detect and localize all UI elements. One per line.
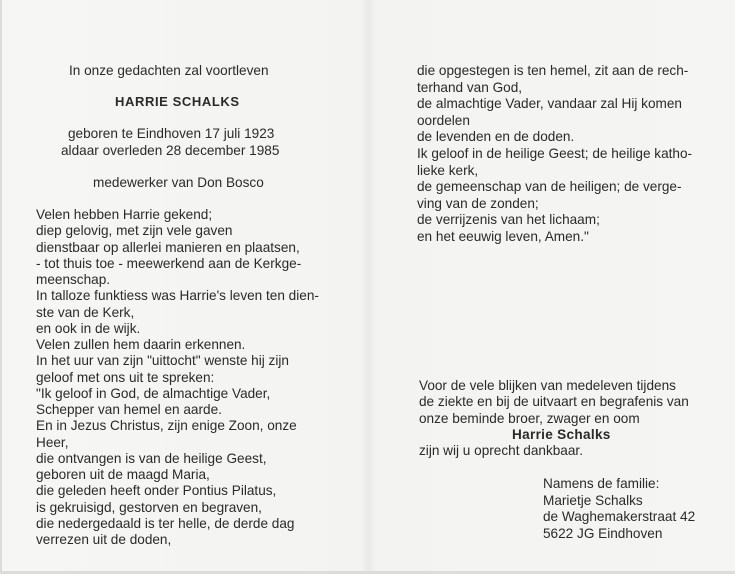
family-line: de Waghemakerstraat 42 bbox=[543, 509, 696, 524]
body-line: diep gelovig, met zijn vele gaven bbox=[36, 223, 233, 239]
body-line: In het uur van zijn "uittocht" wenste hij zijn bbox=[36, 353, 289, 369]
thanks-line: onze beminde broer, zwager en oom bbox=[419, 410, 640, 426]
family-line: Marietje Schalks bbox=[543, 492, 643, 508]
deceased-name-text: HARRIE SCHALKS bbox=[115, 94, 240, 109]
body-line: Heer, bbox=[36, 434, 69, 450]
body-line: dienstbaar op allerlei manieren en plaatsen, bbox=[36, 239, 300, 255]
body-line: is gekruisigd, gestorven en begraven, bbox=[36, 499, 262, 515]
creed-line: de almachtige Vader, vandaar zal Hij komen bbox=[417, 96, 682, 112]
creed-line: Ik geloof in de heilige Geest; de heilige katho- bbox=[417, 146, 693, 161]
death-line: aldaar overleden 28 december 1985 bbox=[61, 143, 280, 158]
body-line: die geleden heeft onder Pontius Pilatus, bbox=[36, 483, 277, 499]
thanks-name: Harrie Schalks bbox=[512, 427, 611, 442]
body-line: ste van de Kerk, bbox=[36, 304, 135, 320]
creed-line: terhand van God, bbox=[417, 79, 523, 95]
body-line: verrezen uit de doden, bbox=[36, 532, 172, 547]
creed-line: en het eeuwig leven, Amen." bbox=[417, 229, 589, 244]
creed-line: oordelen bbox=[417, 112, 470, 128]
body-line: Velen hebben Harrie gekend; bbox=[36, 207, 213, 222]
body-line: "Ik geloof in God, de almachtige Vader, bbox=[36, 385, 271, 401]
thanks-end: zijn wij u oprecht dankbaar. bbox=[419, 443, 583, 458]
family-line: Namens de familie: bbox=[543, 476, 660, 491]
body-line: geboren uit de maagd Maria, bbox=[36, 467, 210, 482]
body-line: die nedergedaald is ter helle, de derde dag bbox=[36, 515, 295, 531]
deceased-name bbox=[115, 94, 240, 110]
body-line: die ontvangen is van de heilige Geest, bbox=[36, 450, 267, 466]
creed-line: de gemeenschap van de heiligen; de verge- bbox=[417, 179, 682, 195]
body-line: - tot thuis toe - meewerkend aan de Kerkge- bbox=[36, 255, 302, 271]
body-line: In talloze funktiess was Harrie's leven ten dien- bbox=[36, 288, 319, 304]
creed-line: ving van de zonden; bbox=[417, 195, 539, 211]
role-line: medewerker van Don Bosco bbox=[93, 175, 264, 190]
thanks-line: Voor de vele blijken van medeleven tijdens bbox=[419, 378, 676, 393]
birth-line: geboren te Eindhoven 17 juli 1923 bbox=[68, 126, 275, 141]
family-line: 5622 JG Eindhoven bbox=[543, 525, 663, 541]
creed-line: de levenden en de doden. bbox=[417, 129, 575, 145]
body-line: en ook in de wijk. bbox=[36, 320, 141, 336]
thanks-line: de ziekte en bij de uitvaart en begrafenis van bbox=[419, 394, 689, 410]
body-line: meenschap. bbox=[36, 272, 111, 287]
creed-line: die opgestegen is ten hemel, zit aan de rech- bbox=[417, 63, 689, 78]
header-line: In onze gedachten zal voortleven bbox=[69, 63, 269, 78]
body-line: geloof met ons uit te spreken: bbox=[36, 369, 215, 385]
creed-line: de verrijzenis van het lichaam; bbox=[417, 212, 600, 228]
body-line: Schepper van hemel en aarde. bbox=[36, 402, 222, 417]
body-line: En in Jezus Christus, zijn enige Zoon, onze bbox=[36, 418, 297, 434]
body-line: Velen zullen hem daarin erkennen. bbox=[36, 337, 246, 352]
creed-line: lieke kerk, bbox=[417, 162, 479, 178]
